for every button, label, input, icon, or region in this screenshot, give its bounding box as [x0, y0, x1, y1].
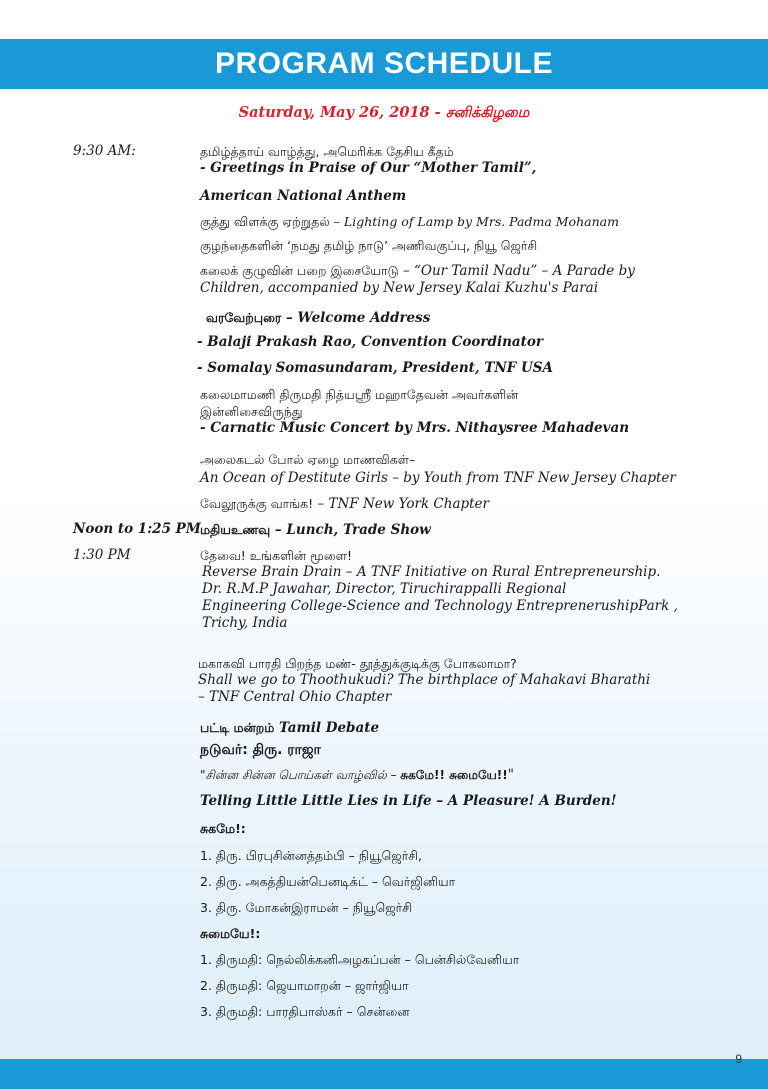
time-slot-130: 1:30 PM [73, 547, 131, 563]
item-english-text: Trichy, India [202, 615, 288, 631]
debate-side-burden: சுமையே!: [200, 926, 261, 941]
item-english-text: Reverse Brain Drain – A TNF Initiative on Rural Entrepreneurship. [202, 564, 661, 580]
schedule-date: Saturday, May 26, 2018 - சனிக்கிழமை [238, 104, 530, 121]
item-english-text: Shall we go to Thoothukudi? The birthplace of Mahakavi Bharathi [198, 672, 651, 688]
page-number: 9 [735, 1052, 742, 1066]
schedule-item-anthem-cont: American National Anthem [200, 188, 407, 204]
item-tamil-text: மகாகவி பாரதி பிறந்த மண்- தூத்துக்குடிக்கு போகலாமா? [198, 656, 517, 671]
item-english-text: – Lighting of Lamp by Mrs. Padma Mohanam [329, 214, 619, 229]
schedule-item-lamp [200, 213, 720, 231]
item-tamil-text-cont: இன்னிசைவிருந்து [200, 404, 303, 419]
schedule-item-thoothukudi [198, 655, 718, 706]
item-english-text: - Carnatic Music Concert by Mrs. Nithaysree Mahadevan [200, 420, 630, 436]
item-tamil-text: கலைக் குழுவின் பறை இசையோடு [200, 263, 399, 278]
header-bar [0, 39, 768, 89]
schedule-item-vellore [200, 495, 720, 513]
debater-list-item: 3. திருமதி: பாரதிபாஸ்கர் – சென்னை [200, 1004, 410, 1019]
schedule-item-brain-drain [200, 547, 720, 632]
debate-topic-part: " [507, 767, 514, 783]
speaker-balaji: - Balaji Prakash Rao, Convention Coordinator [197, 334, 544, 350]
item-english-text: – Lunch, Trade Show [270, 522, 431, 538]
item-english-text: – “Our Tamil Nadu” – A Parade by [398, 263, 635, 279]
debate-topic-english: Telling Little Little Lies in Life – A Pleasure! A Burden! [200, 793, 617, 809]
schedule-item-welcome [206, 309, 726, 327]
debate-topic-tamil [200, 767, 720, 784]
schedule-item-parade [200, 262, 720, 297]
debate-topic-part: "சின்ன சின்ன பொய்கள் வாழ்வில் – [200, 768, 401, 782]
item-tamil-text: கலைமாமணி திருமதி நித்யஸ்ரீ மஹாதேவன் அவர்களின் [200, 387, 519, 402]
item-english-text: Engineering College-Science and Technology EntreprenerushipPark , [202, 598, 678, 614]
item-english-text: - Greetings in Praise of Our “Mother Tamil”, [200, 160, 537, 176]
item-english-text: Tamil Debate [274, 720, 380, 736]
item-english-text: – TNF Central Ohio Chapter [198, 689, 392, 705]
item-tamil-text: வரவேற்புரை [206, 310, 282, 325]
time-slot-930: 9:30 AM: [73, 143, 136, 159]
debater-list-item: 1. திருமதி: நெல்லிக்கனிஅழகப்பன் – பென்சில்வேனியா [200, 952, 520, 967]
debate-moderator: நடுவர்: திரு. ராஜா [200, 742, 321, 758]
item-english-text: An Ocean of Destitute Girls – by Youth from TNF New Jersey Chapter [200, 470, 676, 486]
item-tamil-text: மதியஉணவு [200, 522, 271, 537]
item-english-text: – Welcome Address [281, 310, 431, 326]
time-slot-noon: Noon to 1:25 PM [73, 521, 201, 537]
item-english-text: – TNF New York Chapter [313, 496, 490, 512]
schedule-item-lunch [200, 521, 720, 539]
schedule-item-ocean [200, 451, 720, 487]
schedule-item-concert [200, 386, 720, 437]
speaker-somalay: - Somalay Somasundaram, President, TNF USA [197, 360, 553, 376]
item-english-text: Dr. R.M.P Jawahar, Director, Tiruchirappalli Regional [202, 581, 567, 597]
debate-topic-part: சுகமே!! சுமையே!! [400, 768, 508, 782]
item-tamil-text: அலைகடல் போல் ஏழை மாணவிகள்– [200, 452, 416, 467]
schedule-item-parade-ta: குழந்தைகளின் ‘நமது தமிழ் நாடு’ அணிவகுப்பு, நியூ ஜெர்சி [200, 238, 538, 253]
item-english-text-cont: Children, accompanied by New Jersey Kalai Kuzhu's Parai [200, 280, 599, 296]
item-tamil-text: பட்டி மன்றம் [200, 720, 275, 735]
schedule-item-debate [200, 719, 720, 737]
debater-list-item: 2. திருமதி: ஜெயாமாறன் – ஜார்ஜியா [200, 978, 409, 993]
item-tamil-text: தமிழ்த்தாய் வாழ்த்து, அமெரிக்க தேசிய கீதம் [200, 144, 454, 159]
item-tamil-text: தேவை! உங்களின் மூளை! [200, 548, 352, 563]
debate-side-pleasure: சுகமே!: [200, 821, 246, 836]
debater-list-item: 3. திரு. மோகன்இராமன் – நியூஜெர்சி [200, 900, 412, 915]
page-title: PROGRAM SCHEDULE [214, 47, 553, 80]
debater-list-item: 1. திரு. பிரபுசின்னத்தம்பி – நியூஜெர்சி, [200, 848, 422, 863]
schedule-item-anthem [200, 143, 720, 177]
item-tamil-text: வேலூருக்கு வாங்க! [200, 496, 314, 511]
debater-list-item: 2. திரு. அகத்தியன்பெனடிக்ட் – வெர்ஜினியா [200, 874, 456, 889]
item-tamil-text: குத்து விளக்கு ஏற்றுதல் [200, 214, 330, 229]
footer-bar [0, 1059, 768, 1089]
